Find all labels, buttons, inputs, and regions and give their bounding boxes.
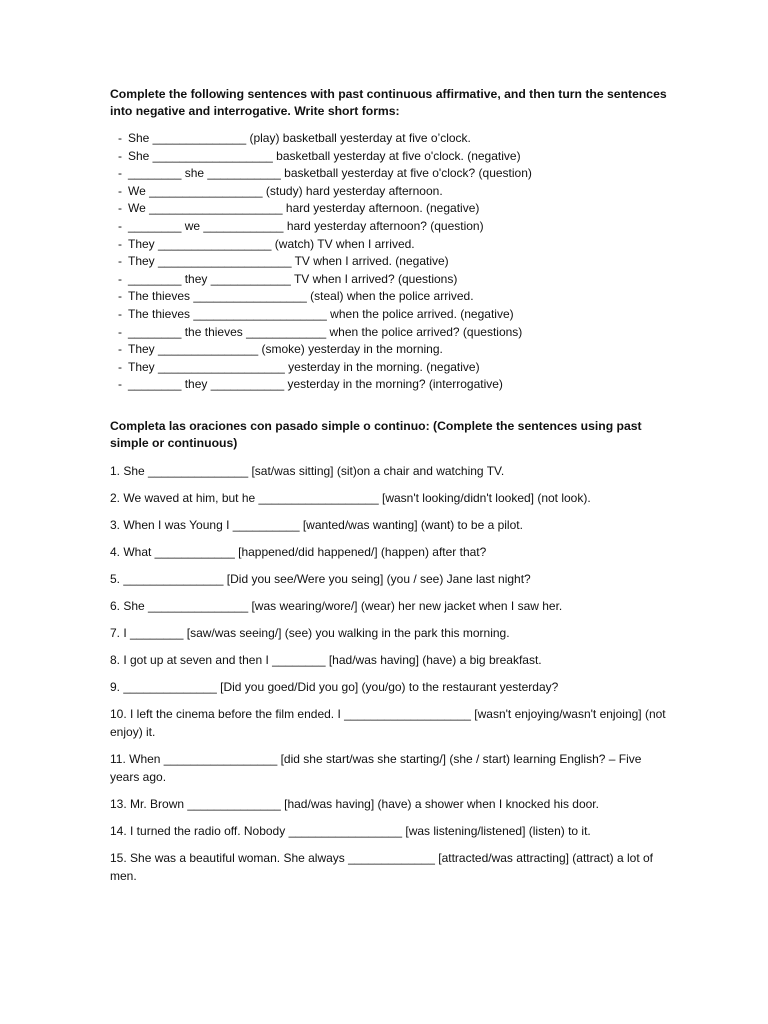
list-item: - They ____________________ TV when I arrived. (negative) <box>118 254 449 269</box>
list-item: - We ____________________ hard yesterday afternoon. (negative) <box>118 201 480 216</box>
section2-heading: Completa las oraciones con pasado simple o continuo: (Complete the sentences using past simple or continuous) <box>110 418 642 450</box>
section2-list <box>110 462 670 885</box>
exercise-item: 2. We waved at him, but he __________________ [wasn't looking/didn't looked] (not look). <box>110 490 591 505</box>
exercise-item: 15. She was a beautiful woman. She always _____________ [attracted/was attracting] (attract) a lot of men. <box>110 850 653 883</box>
exercise-item: 4. What ____________ [happened/did happened/] (happen) after that? <box>110 544 487 559</box>
list-item-text: ________ the thieves ____________ when the police arrived? (questions) <box>128 324 523 339</box>
exercise-item: 8. I got up at seven and then I ________ [had/was having] (have) a big breakfast. <box>110 652 542 667</box>
exercise-item: 6. She _______________ [was wearing/wore/] (wear) her new jacket when I saw her. <box>110 598 563 613</box>
list-item-text: They ____________________ TV when I arrived. (negative) <box>128 254 449 269</box>
exercise-item: 1. She _______________ [sat/was sitting] (sit)on a chair and watching TV. <box>110 463 505 478</box>
list-item: - They _______________ (smoke) yesterday in the morning. <box>118 342 443 357</box>
list-item: - She ______________ (play) basketball yesterday at five o’clock. <box>118 131 471 145</box>
list-item: - We _________________ (study) hard yesterday afternoon. <box>118 183 443 198</box>
list-item: - The thieves _________________ (steal) when the police arrived. <box>118 289 474 304</box>
list-item-text: They _______________ (smoke) yesterday in the morning. <box>128 342 443 357</box>
list-item: - They ___________________ yesterday in the morning. (negative) <box>118 359 480 374</box>
exercise-item: 9. ______________ [Did you goed/Did you go] (you/go) to the restaurant yesterday? <box>110 679 559 694</box>
exercise-item: 14. I turned the radio off. Nobody _________________ [was listening/listened] (listen) to it. <box>110 823 591 838</box>
worksheet-page <box>110 86 670 894</box>
list-item-text: They ___________________ yesterday in the morning. (negative) <box>128 359 480 374</box>
list-item-text: She ______________ (play) basketball yesterday at five o’clock. <box>128 131 471 145</box>
exercise-item: 3. When I was Young I __________ [wanted/was wanting] (want) to be a pilot. <box>110 517 523 532</box>
exercise-item: 5. _______________ [Did you see/Were you seing] (you / see) Jane last night? <box>110 571 531 586</box>
list-item-text: ________ they ___________ yesterday in the morning? (interrogative) <box>128 377 503 392</box>
exercise-item: 11. When _________________ [did she start/was she starting/] (she / start) learning English? – Five years ago. <box>110 751 642 784</box>
list-item-text: We _________________ (study) hard yesterday afternoon. <box>128 183 443 198</box>
list-item-text: They _________________ (watch) TV when I arrived. <box>128 236 415 251</box>
list-item-text: We ____________________ hard yesterday afternoon. (negative) <box>128 201 480 216</box>
list-item: - ________ we ____________ hard yesterday afternoon? (question) <box>118 218 484 233</box>
section-past-continuous <box>110 86 670 394</box>
list-item: - The thieves ____________________ when the police arrived. (negative) <box>118 306 514 321</box>
list-item-text: ________ we ____________ hard yesterday afternoon? (question) <box>128 218 484 233</box>
list-item-text: The thieves _________________ (steal) when the police arrived. <box>128 289 474 304</box>
list-item: - ________ the thieves ____________ when the police arrived? (questions) <box>118 324 523 339</box>
list-item: - ________ they ____________ TV when I arrived? (questions) <box>118 271 458 286</box>
exercise-item: 13. Mr. Brown ______________ [had/was having] (have) a shower when I knocked his door. <box>110 796 599 811</box>
section1-heading: Complete the following sentences with past continuous affirmative, and then turn the sentences into negative and interrogative. Write short forms: <box>110 87 667 118</box>
exercise-item: 7. I ________ [saw/was seeing/] (see) you walking in the park this morning. <box>110 625 510 640</box>
exercise-item: 10. I left the cinema before the film ended. I ___________________ [wasn't enjoying/wasn't enjoing] (not enjoy) it. <box>110 706 666 739</box>
section1-list <box>118 130 670 394</box>
list-item-text: ________ they ____________ TV when I arrived? (questions) <box>128 271 458 286</box>
list-item-text: The thieves ____________________ when the police arrived. (negative) <box>128 306 514 321</box>
list-item-text: She __________________ basketball yesterday at five o'clock. (negative) <box>128 148 521 163</box>
list-item: - She __________________ basketball yesterday at five o'clock. (negative) <box>118 148 521 163</box>
section-past-simple-or-continuous <box>110 418 670 885</box>
list-item-text: ________ she ___________ basketball yesterday at five o'clock? (question) <box>128 166 532 181</box>
list-item: - ________ they ___________ yesterday in the morning? (interrogative) <box>118 377 503 392</box>
list-item: - ________ she ___________ basketball yesterday at five o'clock? (question) <box>118 166 532 181</box>
list-item: - They _________________ (watch) TV when I arrived. <box>118 236 415 251</box>
